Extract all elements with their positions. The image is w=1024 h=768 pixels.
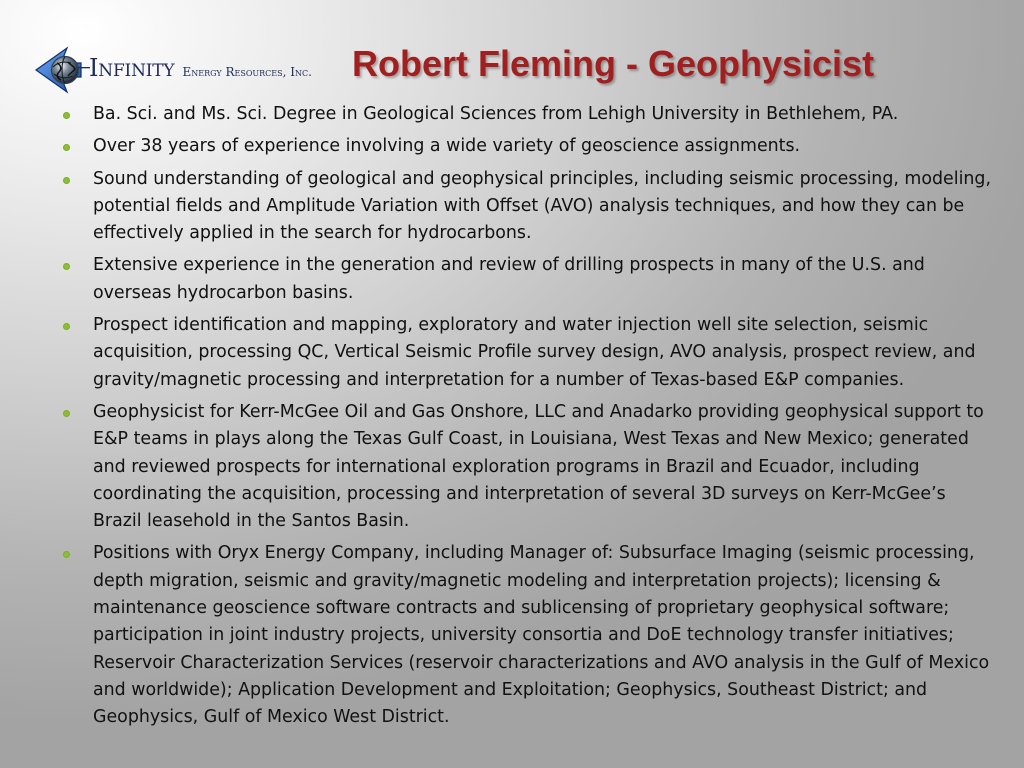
bullet-dot-icon — [63, 177, 70, 184]
bullet-text-2: Over 38 years of experience involving a wide variety of geoscience assignments. — [93, 136, 801, 157]
bullet-dot-icon — [63, 323, 70, 330]
bullet-dot-icon — [63, 263, 70, 270]
bullet-item-7 — [61, 540, 991, 731]
bullet-item-1 — [61, 101, 991, 128]
bullet-text-5: Prospect identification and mapping, exploratory and water injection well site selection, seismic acquisition, processing QC, Vertical Seismic Profile survey design, AVO analysis, prospect review, and gravity/magnetic processing and interpretation for a number of Texas-based E&P companies. — [93, 315, 976, 390]
logo-subtitle-text: Energy Resources, Inc. — [182, 65, 312, 79]
bullet-text-4: Extensive experience in the generation and review of drilling prospects in many of the U.S. and overseas hydrocarbon basins. — [93, 255, 925, 303]
bullet-item-3 — [61, 166, 991, 248]
bullet-text-7: Positions with Oryx Energy Company, including Manager of: Subsurface Imaging (seismic processing, depth migration, seismic and gravity/magnetic modeling and interpretation projects); licensing & maintenance geoscience software contracts and sublicensing of proprietary geophysical software; participation in joint industry projects, university consortia and DoE technology transfer initiatives; Reservoir Characterization Services (reservoir characterizations and AVO analysis in the Gulf of Mexico and worldwide); Application Development and Exploitation; Geophysics, Southeast District; and Geophysics, Gulf of Mexico West District. — [93, 543, 990, 728]
page-title: Robert Fleming - Geophysicist — [352, 43, 875, 84]
bullet-dot-icon — [63, 144, 70, 151]
bullet-dot-icon — [63, 410, 70, 417]
bullet-content — [61, 101, 991, 737]
bullet-text-6: Geophysicist for Kerr-McGee Oil and Gas Onshore, LLC and Anadarko providing geophysical support to E&P teams in plays along the Texas Gulf Coast, in Louisiana, West Texas and New Mexico; generated and reviewed prospects for international exploration programs in Brazil and Ecuador, including coordinating the acquisition, processing and interpretation of several 3D surveys on Kerr-McGee’s Brazil leasehold in the Santos Basin. — [93, 401, 984, 532]
bullet-item-4 — [61, 252, 991, 307]
globe-arrow-logo-icon — [34, 45, 92, 95]
bullet-dot-icon — [63, 551, 70, 558]
bullet-list — [61, 101, 991, 732]
logo-main-text: Infinity — [89, 54, 175, 82]
bullet-text-1: Ba. Sci. and Ms. Sci. Degree in Geological Sciences from Lehigh University in Bethlehem, PA. — [93, 104, 899, 124]
bullet-item-2 — [61, 133, 991, 160]
bullet-dot-icon — [63, 112, 70, 119]
logo-text — [89, 56, 312, 80]
bullet-text-3: Sound understanding of geological and geophysical principles, including seismic processing, modeling, potential fields and Amplitude Variation with Offset (AVO) analysis techniques, and how they can be effectively applied in the search for hydrocarbons. — [93, 168, 991, 244]
bullet-item-5 — [61, 312, 991, 394]
company-logo — [34, 45, 334, 95]
bullet-item-6 — [61, 399, 991, 535]
